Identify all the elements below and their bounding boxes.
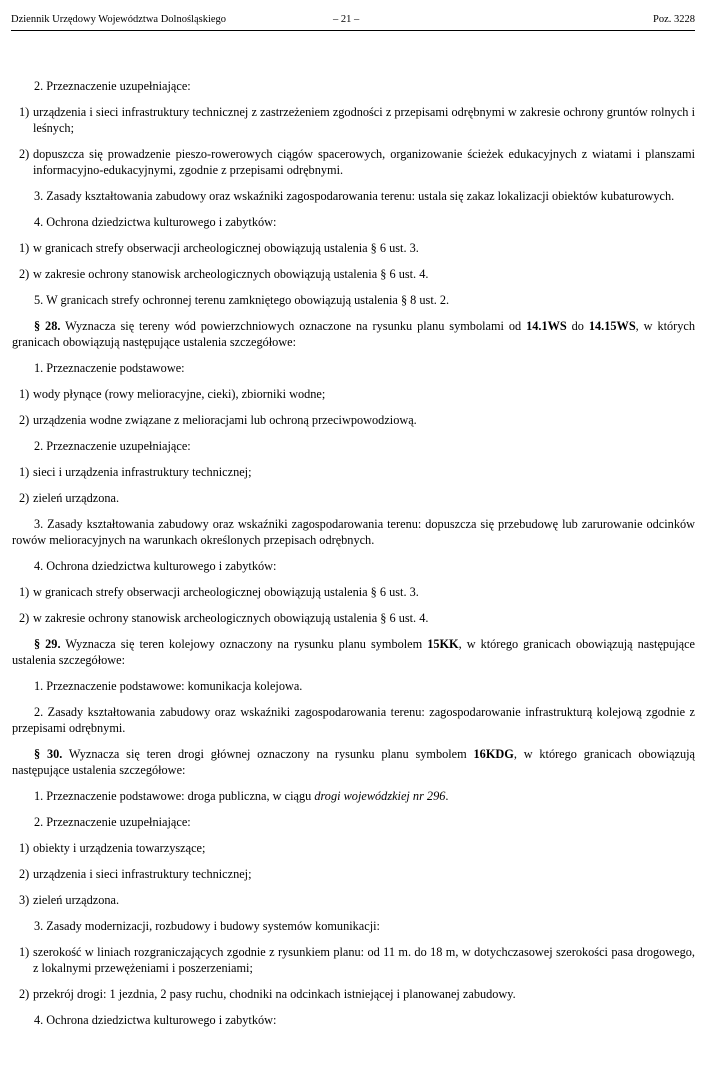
list-item-text: sieci i urządzenia infrastruktury technicznej; xyxy=(33,465,252,479)
section-29 xyxy=(12,636,695,668)
list-number: 1) xyxy=(19,945,30,959)
section-label: § 28. xyxy=(34,319,61,333)
paragraph: 2. Zasady kształtowania zabudowy oraz wskaźniki zagospodarowania terenu: zagospodarowanie infrastrukturą kolejową zgodnie z przepisami odrębnymi. xyxy=(12,705,695,735)
list-number: 2) xyxy=(19,413,30,427)
list-number: 1) xyxy=(19,585,30,599)
paragraph: 5. W granicach strefy ochronnej terenu zamkniętego obowiązują ustalenia § 8 ust. 2. xyxy=(34,293,450,307)
list-item xyxy=(12,584,695,600)
list-item-text: w zakresie ochrony stanowisk archeologicznych obowiązują ustalenia § 6 ust. 4. xyxy=(33,611,429,625)
paragraph: 2. Przeznaczenie uzupełniające: xyxy=(34,439,191,453)
list-item xyxy=(12,464,695,480)
paragraph: 4. Ochrona dziedzictwa kulturowego i zabytków: xyxy=(34,1013,277,1027)
journal-title: Dziennik Urzędowy Województwa Dolnośląskiego xyxy=(11,14,227,25)
list-item-text: urządzenia i sieci infrastruktury technicznej; xyxy=(33,867,252,881)
list-number: 2) xyxy=(19,611,30,625)
section-text: Wyznacza się tereny wód powierzchniowych oznaczone na rysunku planu symbolami od xyxy=(60,319,527,333)
list-number: 1) xyxy=(19,465,30,479)
list-item-text: wody płynące (rowy melioracyjne, cieki), zbiorniki wodne; xyxy=(33,387,326,401)
list-item xyxy=(12,146,695,178)
paragraph: 2. Przeznaczenie uzupełniające: xyxy=(34,79,191,93)
section-text: , w którego granicach obowiązują następujące ustalenia szczegółowe: xyxy=(12,747,696,777)
paragraph: 2. Przeznaczenie uzupełniające: xyxy=(34,815,191,829)
list-item-text: szerokość w liniach rozgraniczających zgodnie z rysunkiem planu: od 11 m. do 18 m, w dotychczasowej szerokości pasa drogowego, z lokalnymi przewężeniami i poszerzeniami; xyxy=(33,945,695,975)
list-number: 2) xyxy=(19,867,30,881)
section-text: Wyznacza się teren drogi głównej oznaczony na rysunku planu symbolem xyxy=(62,747,474,761)
paragraph: 4. Ochrona dziedzictwa kulturowego i zabytków: xyxy=(34,215,277,229)
list-item xyxy=(12,840,695,856)
list-number: 2) xyxy=(19,491,30,505)
list-item xyxy=(12,944,695,976)
list-item xyxy=(12,386,695,402)
list-number: 2) xyxy=(19,147,30,161)
list-number: 1) xyxy=(19,387,30,401)
section-text: Wyznacza się teren kolejowy oznaczony na rysunku planu symbolem xyxy=(60,637,428,651)
paragraph: 3. Zasady kształtowania zabudowy oraz wskaźniki zagospodarowania terenu: ustala się zakaz lokalizacji obiektów kubaturowych. xyxy=(34,189,675,203)
section-text: , w którego granicach obowiązują następujące ustalenia szczegółowe: xyxy=(12,637,695,667)
list-item-text: urządzenia wodne związane z melioracjami lub ochroną przeciwpowodziową. xyxy=(33,413,417,427)
list-item-text: zieleń urządzona. xyxy=(33,491,120,505)
list-item xyxy=(12,610,695,626)
list-item xyxy=(12,866,695,882)
paragraph: 1. Przeznaczenie podstawowe: xyxy=(34,361,185,375)
list-item-text: w granicach strefy obserwacji archeologicznej obowiązują ustalenia § 6 ust. 3. xyxy=(33,241,419,255)
list-item-text: dopuszcza się prowadzenie pieszo-rowerowych ciągów spacerowych, organizowanie ścieżek edukacyjnych z wiatami i planszami informacyjno-edukacyjnymi, zgodnie z przepisami odrębnymi. xyxy=(33,147,695,177)
list-item-text: przekrój drogi: 1 jezdnia, 2 pasy ruchu, chodniki na odcinkach istniejącej i planowanej zabudowy. xyxy=(33,987,516,1001)
list-number: 2) xyxy=(19,267,30,281)
list-item-text: w granicach strefy obserwacji archeologicznej obowiązują ustalenia § 6 ust. 3. xyxy=(33,585,419,599)
section-label: § 30. xyxy=(34,747,63,761)
paragraph-text: . xyxy=(445,789,449,803)
list-item xyxy=(12,412,695,428)
paragraph-text: 1. Przeznaczenie podstawowe: droga publiczna, w ciągu xyxy=(34,789,315,803)
section-30 xyxy=(12,746,695,778)
list-number: 3) xyxy=(19,893,30,907)
section-label: § 29. xyxy=(34,637,61,651)
list-item-text: obiekty i urządzenia towarzyszące; xyxy=(33,841,206,855)
symbol: 14.1WS xyxy=(526,319,567,333)
paragraph xyxy=(12,788,695,804)
document-body xyxy=(12,78,695,1038)
list-number: 2) xyxy=(19,987,30,1001)
list-item xyxy=(12,986,695,1002)
list-item xyxy=(12,104,695,136)
symbol: 16KDG xyxy=(473,747,514,761)
position-number: Poz. 3228 xyxy=(653,14,695,25)
list-item xyxy=(12,892,695,908)
symbol: 15KK xyxy=(427,637,459,651)
paragraph: 1. Przeznaczenie podstawowe: komunikacja kolejowa. xyxy=(34,679,303,693)
paragraph: 3. Zasady modernizacji, rozbudowy i budowy systemów komunikacji: xyxy=(34,919,380,933)
list-item-text: w zakresie ochrony stanowisk archeologicznych obowiązują ustalenia § 6 ust. 4. xyxy=(33,267,429,281)
section-text: do xyxy=(566,319,589,333)
section-28 xyxy=(12,318,695,350)
list-item-text: zieleń urządzona. xyxy=(33,893,120,907)
list-number: 1) xyxy=(19,241,30,255)
page-number: – 21 – xyxy=(333,14,360,25)
road-name: drogi wojewódzkiej nr 296 xyxy=(314,789,446,803)
list-number: 1) xyxy=(19,105,30,119)
list-item xyxy=(12,490,695,506)
symbol: 14.15WS xyxy=(588,319,636,333)
section-text: , w których granicach obowiązują następujące ustalenia szczegółowe: xyxy=(12,319,696,349)
paragraph: 3. Zasady kształtowania zabudowy oraz wskaźniki zagospodarowania terenu: dopuszcza się przebudowę lub zarurowanie odcinków rowów melioracyjnych na warunkach określonych przepisach odrębnych. xyxy=(12,517,695,547)
list-item xyxy=(12,266,695,282)
list-item xyxy=(12,240,695,256)
list-item-text: urządzenia i sieci infrastruktury technicznej z zastrzeżeniem zgodności z przepisami odrębnymi w zakresie ochrony gruntów rolnych i leśnych; xyxy=(33,105,695,135)
paragraph: 4. Ochrona dziedzictwa kulturowego i zabytków: xyxy=(34,559,277,573)
page-header xyxy=(11,8,695,31)
list-number: 1) xyxy=(19,841,30,855)
